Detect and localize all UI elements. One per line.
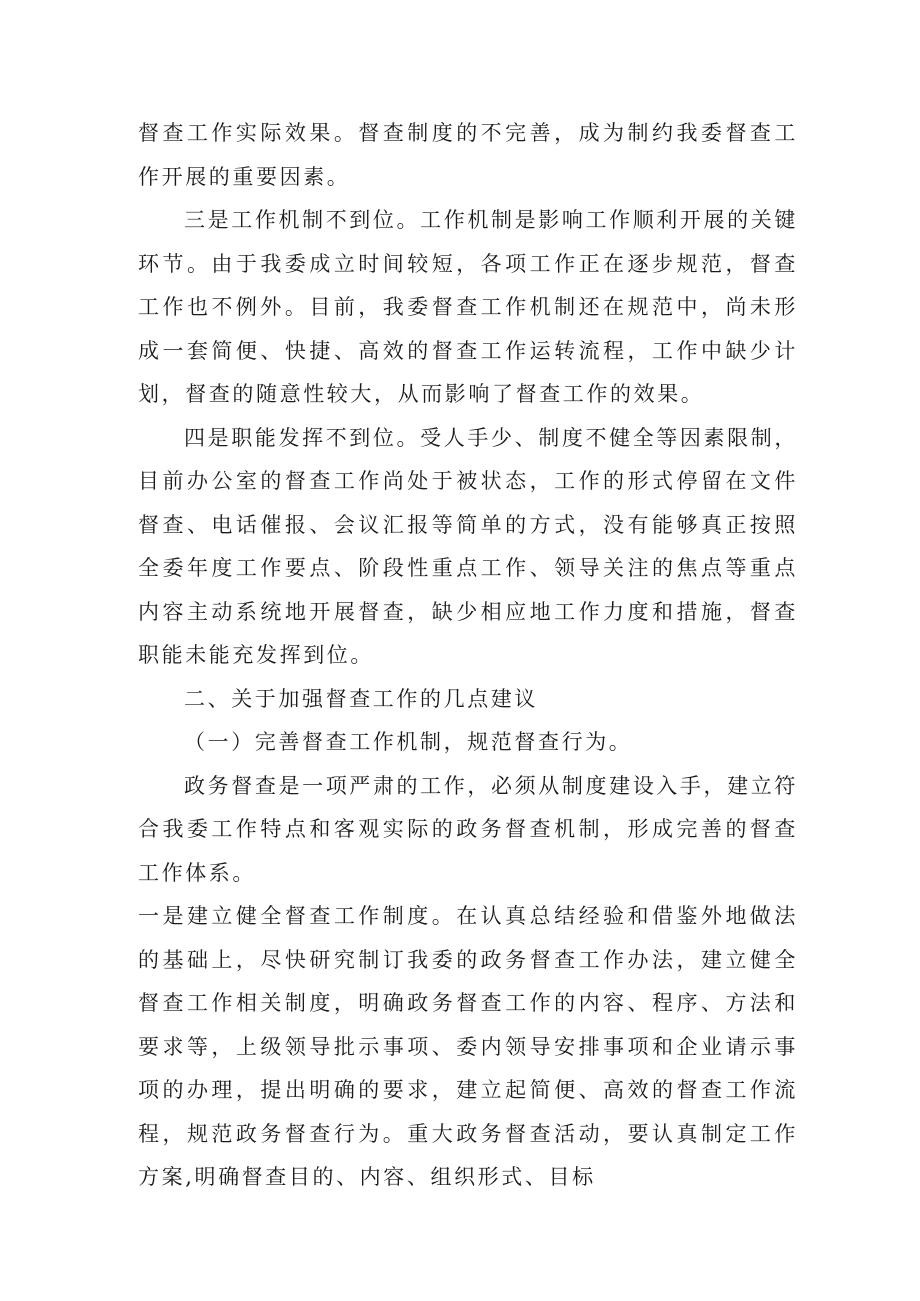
paragraph-work-mechanism: 三是工作机制不到位。工作机制是影响工作顺利开展的关键环节。由于我委成立时间较短，各项工作正在逐步规范，督查工作也不例外。目前，我委督查工作机制还在规范中，尚未形成一套简便、快捷、高效的督查工作运转流程，工作中缺少计划，督查的随意性较大，从而影响了督查工作的效果。 [138, 208, 798, 406]
paragraph-establish-system: 一是建立健全督查工作制度。在认真总结经验和借鉴外地做法的基础上，尽快研究制订我委的政务督查工作办法，建立健全督查工作相关制度，明确政务督查工作的内容、程序、方法和要求等，上级领导批示事项、委内领导安排事项和企业请示事项的办理，提出明确的要求，建立起简便、高效的督查工作流程，规范政务督查行为。重大政务督查活动，要认真制定工作方案,明确督查目的、内容、组织形式、目标 [138, 904, 798, 1189]
paragraph-continuation: 督查工作实际效果。督查制度的不完善，成为制约我委督查工作开展的重要因素。 [138, 121, 798, 189]
document-body [138, 112, 798, 1200]
section-heading: 二、关于加强督查工作的几点建议 [184, 686, 538, 711]
paragraph-supervision-intro: 政务督查是一项严肃的工作，必须从制度建设入手，建立符合我委工作特点和客观实际的政务督查机制，形成完善的督查工作体系。 [138, 773, 798, 885]
paragraph-function-role: 四是职能发挥不到位。受人手少、制度不健全等因素限制，目前办公室的督查工作尚处于被状态，工作的形式停留在文件督查、电话催报、会议汇报等简单的方式，没有能够真正按照全委年度工作要点、阶段性重点工作、领导关注的焦点等重点内容主动系统地开展督查，缺少相应地工作力度和措施，督查职能未能充发挥到位。 [138, 425, 798, 667]
subsection-heading: （一）完善督查工作机制，规范督查行为。 [184, 730, 633, 754]
